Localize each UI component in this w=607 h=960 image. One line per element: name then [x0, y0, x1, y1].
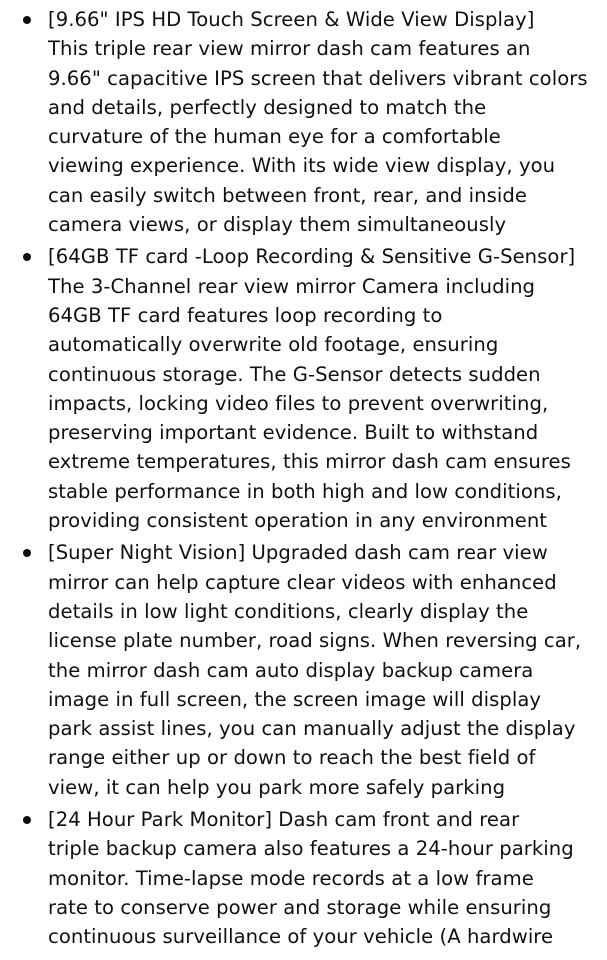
bullet-text-line: camera views, or display them simultaneously: [48, 213, 507, 237]
feature-bullet-night-vision: [0, 538, 607, 802]
feature-bullet-display: [0, 5, 607, 239]
feature-bullet-park-monitor: [0, 805, 607, 951]
bullet-text-line: The 3-Channel rear view mirror Camera including: [48, 274, 536, 298]
bullet-text-line: [64GB TF card -Loop Recording & Sensitive G-Sensor]: [48, 245, 576, 269]
bullet-text-line: triple backup camera also features a 24-hour parking: [48, 837, 574, 861]
bullet-text-line: extreme temperatures, this mirror dash cam ensures: [48, 450, 571, 474]
bullet-text-line: mirror can help capture clear videos with enhanced: [48, 570, 557, 594]
product-feature-bullets: [0, 5, 607, 955]
bullet-text-line: continuous surveillance of your vehicle (A hardwire: [48, 925, 554, 949]
bullet-text-line: image in full screen, the screen image will display: [48, 687, 542, 711]
bullet-text-line: impacts, locking video files to prevent overwriting,: [48, 391, 549, 415]
bullet-text-line: details in low light conditions, clearly display the: [48, 599, 529, 623]
bullet-text-line: license plate number, road signs. When reversing car,: [48, 629, 582, 653]
bullet-text-line: automatically overwrite old footage, ensuring: [48, 333, 499, 357]
bullet-dot-icon: [23, 253, 31, 261]
bullet-text-line: and details, perfectly designed to match the: [48, 95, 487, 119]
bullet-dot-icon: [23, 816, 31, 824]
bullet-text-line: 9.66" capacitive IPS screen that delivers vibrant colors: [48, 66, 588, 90]
bullet-text-line: curvature of the human eye for a comfortable: [48, 125, 501, 149]
bullet-text-line: stable performance in both high and low conditions,: [48, 479, 562, 503]
bullet-text-line: range either up or down to reach the best field of: [48, 746, 536, 770]
feature-bullet-recording: [0, 242, 607, 535]
bullet-text-line: the mirror dash cam auto display backup camera: [48, 658, 534, 682]
bullet-text-line: monitor. Time-lapse mode records at a low frame: [48, 866, 534, 890]
bullet-text-line: viewing experience. With its wide view display, you: [48, 154, 556, 178]
bullet-text-line: [Super Night Vision] Upgraded dash cam rear view: [48, 541, 548, 565]
bullet-text-line: park assist lines, you can manually adjust the display: [48, 717, 576, 741]
bullet-text-line: rate to conserve power and storage while ensuring: [48, 895, 552, 919]
bullet-dot-icon: [23, 16, 31, 24]
bullet-dot-icon: [23, 549, 31, 557]
bullet-text-line: [9.66" IPS HD Touch Screen & Wide View Display]: [48, 8, 535, 31]
bullet-text-line: providing consistent operation in any environment: [48, 509, 548, 533]
bullet-text-line: preserving important evidence. Built to withstand: [48, 421, 539, 445]
bullet-text-line: continuous storage. The G-Sensor detects sudden: [48, 362, 541, 386]
bullet-text-line: 64GB TF card features loop recording to: [48, 303, 443, 327]
bullet-text-line: [24 Hour Park Monitor] Dash cam front and rear: [48, 808, 520, 832]
bullet-text-line: This triple rear view mirror dash cam features an: [48, 37, 531, 61]
bullet-text-line: view, it can help you park more safely parking: [48, 775, 506, 799]
bullet-text-line: can easily switch between front, rear, and inside: [48, 183, 527, 207]
